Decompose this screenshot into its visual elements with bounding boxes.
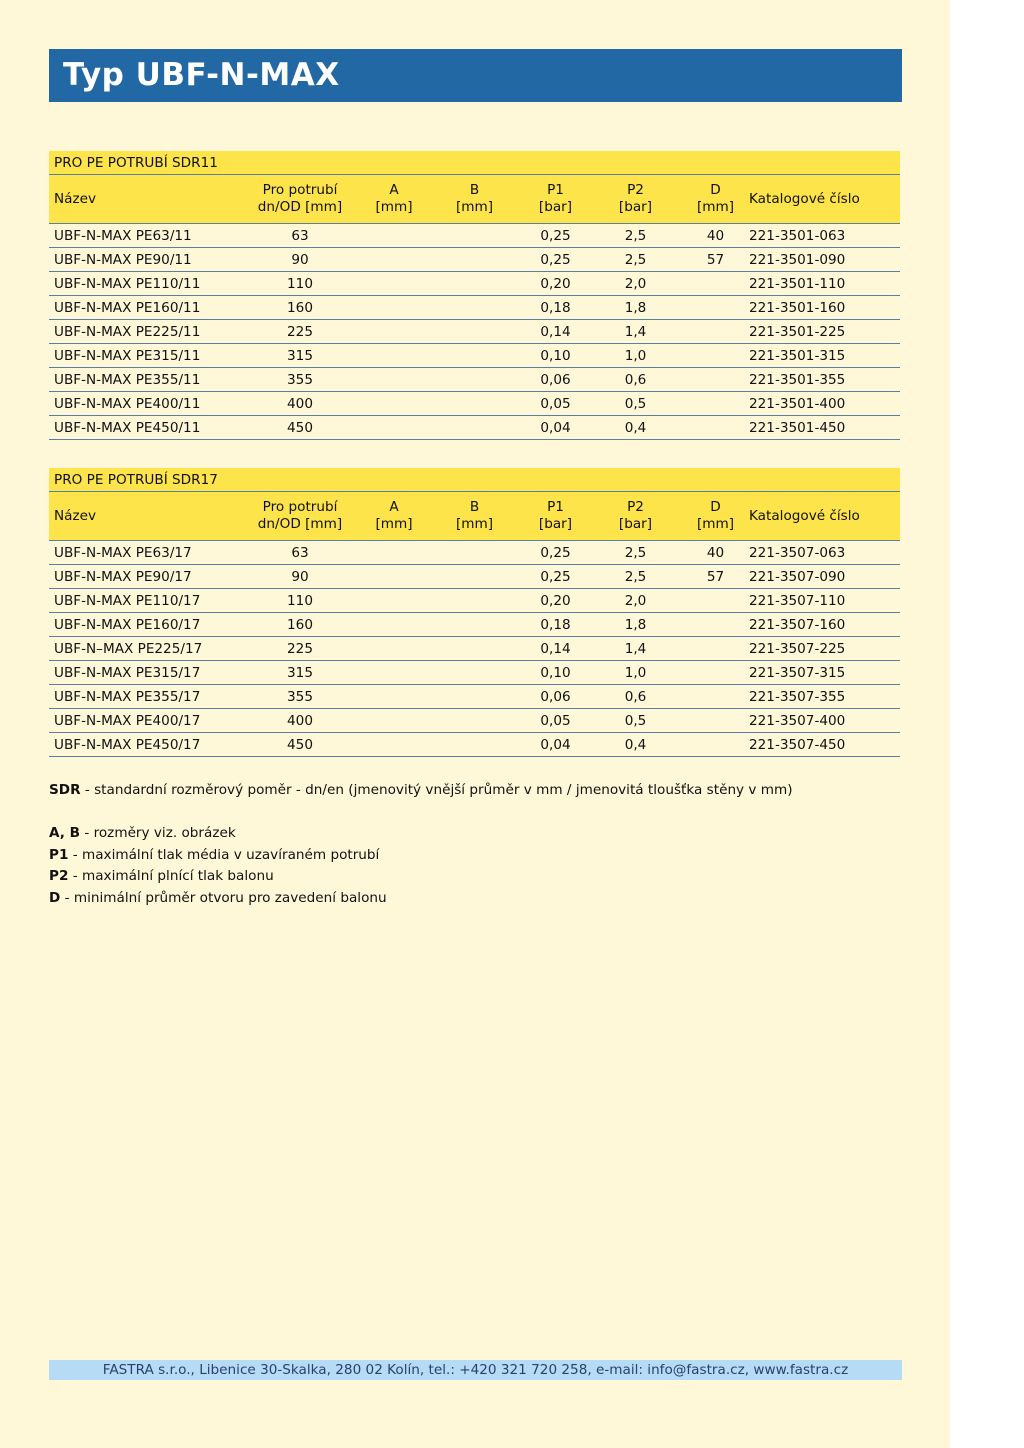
- cell-p1: 0,25: [527, 224, 584, 248]
- legend-block: [49, 823, 387, 909]
- col-b-unit: [mm]: [455, 199, 494, 215]
- cell-p1: 0,05: [527, 709, 584, 733]
- table-row: [49, 613, 900, 637]
- cell-b: [422, 392, 527, 416]
- cell-p1: 0,04: [527, 416, 584, 440]
- cell-catalog: 221-3501-225: [744, 320, 900, 344]
- col-name: Název: [49, 492, 234, 541]
- cell-catalog: 221-3507-400: [744, 709, 900, 733]
- cell-a: [366, 344, 422, 368]
- cell-a: [366, 224, 422, 248]
- col-a-unit: [mm]: [375, 199, 413, 215]
- col-b-label: B: [469, 499, 480, 515]
- col-d-label: D: [710, 182, 721, 198]
- cell-d: [687, 392, 744, 416]
- cell-a: [366, 589, 422, 613]
- col-p1-unit: [bar]: [538, 199, 573, 215]
- table-row: [49, 224, 900, 248]
- col-p2-label: P2: [627, 499, 644, 515]
- cell-b: [422, 637, 527, 661]
- col-p1-unit: [bar]: [538, 516, 573, 532]
- cell-a: [366, 661, 422, 685]
- cell-p2: 1,8: [584, 613, 687, 637]
- col-p1: [527, 175, 584, 224]
- cell-name: UBF-N-MAX PE450/17: [49, 733, 234, 757]
- col-pipe: [234, 492, 366, 541]
- col-pipe-line2: dn/OD [mm]: [257, 199, 343, 215]
- col-name: Název: [49, 175, 234, 224]
- col-d: [687, 175, 744, 224]
- cell-p1: 0,06: [527, 368, 584, 392]
- column-header-row: [49, 175, 900, 224]
- table-row: [49, 565, 900, 589]
- cell-catalog: 221-3507-450: [744, 733, 900, 757]
- col-p2: [584, 492, 687, 541]
- cell-a: [366, 709, 422, 733]
- table-row: [49, 320, 900, 344]
- footer-contact: FASTRA s.r.o., Libenice 30-Skalka, 280 02 Kolín, tel.: +420 321 720 258, e-mail: info@fastra.cz, www.fastra.cz: [49, 1360, 902, 1380]
- cell-pipe: 225: [234, 320, 366, 344]
- cell-b: [422, 416, 527, 440]
- col-pipe-line1: Pro potrubí: [262, 499, 338, 515]
- table-row: [49, 589, 900, 613]
- legend-item-ab: [49, 823, 387, 845]
- cell-p2: 1,4: [584, 320, 687, 344]
- cell-name: UBF-N-MAX PE400/11: [49, 392, 234, 416]
- cell-p2: 1,4: [584, 637, 687, 661]
- cell-d: 57: [687, 565, 744, 589]
- col-a-label: A: [389, 499, 399, 515]
- col-a-label: A: [389, 182, 399, 198]
- table-row: [49, 368, 900, 392]
- cell-a: [366, 733, 422, 757]
- cell-name: UBF-N-MAX PE225/11: [49, 320, 234, 344]
- table-row: [49, 272, 900, 296]
- cell-b: [422, 368, 527, 392]
- cell-a: [366, 320, 422, 344]
- col-p2-unit: [bar]: [618, 516, 653, 532]
- cell-a: [366, 296, 422, 320]
- cell-name: UBF-N-MAX PE90/17: [49, 565, 234, 589]
- col-catalog: Katalogové číslo: [744, 175, 900, 224]
- cell-name: UBF-N-MAX PE355/17: [49, 685, 234, 709]
- cell-a: [366, 392, 422, 416]
- cell-p1: 0,14: [527, 320, 584, 344]
- cell-p1: 0,20: [527, 272, 584, 296]
- col-a: [366, 492, 422, 541]
- cell-catalog: 221-3501-450: [744, 416, 900, 440]
- cell-b: [422, 248, 527, 272]
- legend-text: - maximální tlak média v uzavíraném potrubí: [68, 846, 380, 863]
- cell-b: [422, 296, 527, 320]
- col-p2-unit: [bar]: [618, 199, 653, 215]
- cell-catalog: 221-3501-315: [744, 344, 900, 368]
- table-row: [49, 685, 900, 709]
- col-d: [687, 492, 744, 541]
- cell-p1: 0,04: [527, 733, 584, 757]
- column-header-row: [49, 492, 900, 541]
- cell-catalog: 221-3507-355: [744, 685, 900, 709]
- cell-d: 40: [687, 541, 744, 565]
- cell-pipe: 110: [234, 589, 366, 613]
- cell-pipe: 355: [234, 685, 366, 709]
- table-row: [49, 296, 900, 320]
- cell-p2: 0,5: [584, 709, 687, 733]
- col-p1: [527, 492, 584, 541]
- cell-p1: 0,05: [527, 392, 584, 416]
- table-row: [49, 637, 900, 661]
- page-title: Typ UBF-N-MAX: [49, 49, 902, 102]
- cell-p2: 1,0: [584, 661, 687, 685]
- cell-p2: 2,5: [584, 224, 687, 248]
- cell-p2: 0,4: [584, 733, 687, 757]
- cell-d: [687, 733, 744, 757]
- cell-p1: 0,06: [527, 685, 584, 709]
- cell-p2: 0,5: [584, 392, 687, 416]
- cell-name: UBF-N-MAX PE63/11: [49, 224, 234, 248]
- cell-p2: 1,0: [584, 344, 687, 368]
- table-row: [49, 392, 900, 416]
- cell-p1: 0,14: [527, 637, 584, 661]
- col-b-label: B: [469, 182, 480, 198]
- cell-pipe: 400: [234, 709, 366, 733]
- cell-a: [366, 613, 422, 637]
- table-row: [49, 733, 900, 757]
- cell-p1: 0,18: [527, 613, 584, 637]
- cell-name: UBF-N-MAX PE110/11: [49, 272, 234, 296]
- col-a-unit: [mm]: [375, 516, 413, 532]
- cell-catalog: 221-3507-160: [744, 613, 900, 637]
- cell-p1: 0,25: [527, 248, 584, 272]
- cell-name: UBF-N-MAX PE160/17: [49, 613, 234, 637]
- legend-text: - standardní rozměrový poměr - dn/en (jmenovitý vnější průměr v mm / jmenovitá tloušťka stěny v mm): [80, 782, 793, 798]
- cell-pipe: 90: [234, 565, 366, 589]
- cell-pipe: 63: [234, 224, 366, 248]
- cell-d: [687, 685, 744, 709]
- cell-p2: 0,6: [584, 685, 687, 709]
- col-b: [422, 175, 527, 224]
- cell-pipe: 400: [234, 392, 366, 416]
- cell-pipe: 225: [234, 637, 366, 661]
- cell-d: [687, 368, 744, 392]
- cell-p2: 1,8: [584, 296, 687, 320]
- cell-catalog: 221-3501-110: [744, 272, 900, 296]
- cell-p2: 2,0: [584, 589, 687, 613]
- table-row: [49, 344, 900, 368]
- cell-a: [366, 368, 422, 392]
- col-d-unit: [mm]: [696, 516, 735, 532]
- cell-b: [422, 565, 527, 589]
- cell-d: 57: [687, 248, 744, 272]
- legend-item-p2: [49, 866, 387, 888]
- cell-p2: 2,5: [584, 541, 687, 565]
- cell-b: [422, 344, 527, 368]
- cell-name: UBF-N-MAX PE315/17: [49, 661, 234, 685]
- cell-a: [366, 565, 422, 589]
- cell-d: 40: [687, 224, 744, 248]
- cell-name: UBF-N–MAX PE225/17: [49, 637, 234, 661]
- cell-name: UBF-N-MAX PE400/17: [49, 709, 234, 733]
- cell-name: UBF-N-MAX PE315/11: [49, 344, 234, 368]
- cell-catalog: 221-3501-160: [744, 296, 900, 320]
- cell-a: [366, 637, 422, 661]
- cell-pipe: 63: [234, 541, 366, 565]
- cell-pipe: 90: [234, 248, 366, 272]
- legend-key: D: [49, 889, 61, 906]
- cell-d: [687, 320, 744, 344]
- cell-catalog: 221-3501-355: [744, 368, 900, 392]
- cell-b: [422, 224, 527, 248]
- cell-p1: 0,25: [527, 541, 584, 565]
- section-header: [49, 468, 900, 492]
- cell-b: [422, 541, 527, 565]
- cell-d: [687, 589, 744, 613]
- col-p2-label: P2: [627, 182, 644, 198]
- cell-catalog: 221-3507-063: [744, 541, 900, 565]
- cell-pipe: 160: [234, 296, 366, 320]
- table-row: [49, 248, 900, 272]
- cell-d: [687, 613, 744, 637]
- col-p2: [584, 175, 687, 224]
- cell-pipe: 160: [234, 613, 366, 637]
- cell-b: [422, 589, 527, 613]
- table-row: [49, 661, 900, 685]
- cell-b: [422, 272, 527, 296]
- cell-p2: 2,5: [584, 248, 687, 272]
- table-row: [49, 541, 900, 565]
- cell-d: [687, 272, 744, 296]
- cell-pipe: 315: [234, 344, 366, 368]
- col-d-unit: [mm]: [696, 199, 735, 215]
- cell-catalog: 221-3501-063: [744, 224, 900, 248]
- cell-p1: 0,20: [527, 589, 584, 613]
- cell-b: [422, 661, 527, 685]
- cell-catalog: 221-3507-225: [744, 637, 900, 661]
- cell-d: [687, 344, 744, 368]
- cell-catalog: 221-3501-090: [744, 248, 900, 272]
- cell-p1: 0,25: [527, 565, 584, 589]
- cell-b: [422, 320, 527, 344]
- cell-d: [687, 416, 744, 440]
- cell-b: [422, 685, 527, 709]
- section-title: PRO PE POTRUBÍ SDR17: [49, 468, 900, 492]
- cell-p1: 0,10: [527, 344, 584, 368]
- section-title: PRO PE POTRUBÍ SDR11: [49, 151, 900, 175]
- cell-name: UBF-N-MAX PE63/17: [49, 541, 234, 565]
- cell-pipe: 110: [234, 272, 366, 296]
- cell-pipe: 315: [234, 661, 366, 685]
- legend-key: A, B: [49, 825, 81, 841]
- cell-a: [366, 685, 422, 709]
- cell-a: [366, 248, 422, 272]
- table-sdr11: [49, 151, 900, 440]
- cell-b: [422, 613, 527, 637]
- legend-item-d: [49, 888, 387, 910]
- table-row: [49, 709, 900, 733]
- col-p1-label: P1: [547, 182, 564, 198]
- cell-name: UBF-N-MAX PE160/11: [49, 296, 234, 320]
- cell-name: UBF-N-MAX PE110/17: [49, 589, 234, 613]
- legend-text: - minimální průměr otvoru pro zavedení balonu: [60, 889, 387, 906]
- cell-a: [366, 416, 422, 440]
- legend-key: SDR: [49, 782, 81, 798]
- cell-a: [366, 272, 422, 296]
- cell-name: UBF-N-MAX PE450/11: [49, 416, 234, 440]
- col-a: [366, 175, 422, 224]
- col-pipe-line2: dn/OD [mm]: [257, 516, 343, 532]
- col-pipe-line1: Pro potrubí: [262, 182, 338, 198]
- col-p1-label: P1: [547, 499, 564, 515]
- legend-text: - rozměry viz. obrázek: [80, 825, 236, 841]
- legend-key: P1: [49, 846, 69, 863]
- cell-name: UBF-N-MAX PE90/11: [49, 248, 234, 272]
- cell-d: [687, 709, 744, 733]
- col-pipe: [234, 175, 366, 224]
- cell-d: [687, 637, 744, 661]
- section-header: [49, 151, 900, 175]
- legend-item-p1: [49, 845, 387, 867]
- table-row: [49, 416, 900, 440]
- cell-p1: 0,18: [527, 296, 584, 320]
- cell-catalog: 221-3507-315: [744, 661, 900, 685]
- cell-p2: 2,5: [584, 565, 687, 589]
- cell-d: [687, 661, 744, 685]
- cell-pipe: 450: [234, 733, 366, 757]
- cell-name: UBF-N-MAX PE355/11: [49, 368, 234, 392]
- col-b: [422, 492, 527, 541]
- cell-pipe: 450: [234, 416, 366, 440]
- legend-key: P2: [49, 868, 69, 884]
- cell-b: [422, 709, 527, 733]
- cell-p2: 0,4: [584, 416, 687, 440]
- col-d-label: D: [710, 499, 721, 515]
- cell-a: [366, 541, 422, 565]
- cell-p1: 0,10: [527, 661, 584, 685]
- cell-catalog: 221-3501-400: [744, 392, 900, 416]
- legend-text: - maximální plnící tlak balonu: [68, 868, 274, 884]
- cell-p2: 0,6: [584, 368, 687, 392]
- cell-catalog: 221-3507-090: [744, 565, 900, 589]
- cell-pipe: 355: [234, 368, 366, 392]
- table-sdr17: [49, 468, 900, 757]
- cell-catalog: 221-3507-110: [744, 589, 900, 613]
- col-b-unit: [mm]: [455, 516, 494, 532]
- cell-b: [422, 733, 527, 757]
- cell-p2: 2,0: [584, 272, 687, 296]
- legend-sdr: [49, 780, 793, 802]
- col-catalog: Katalogové číslo: [744, 492, 900, 541]
- cell-d: [687, 296, 744, 320]
